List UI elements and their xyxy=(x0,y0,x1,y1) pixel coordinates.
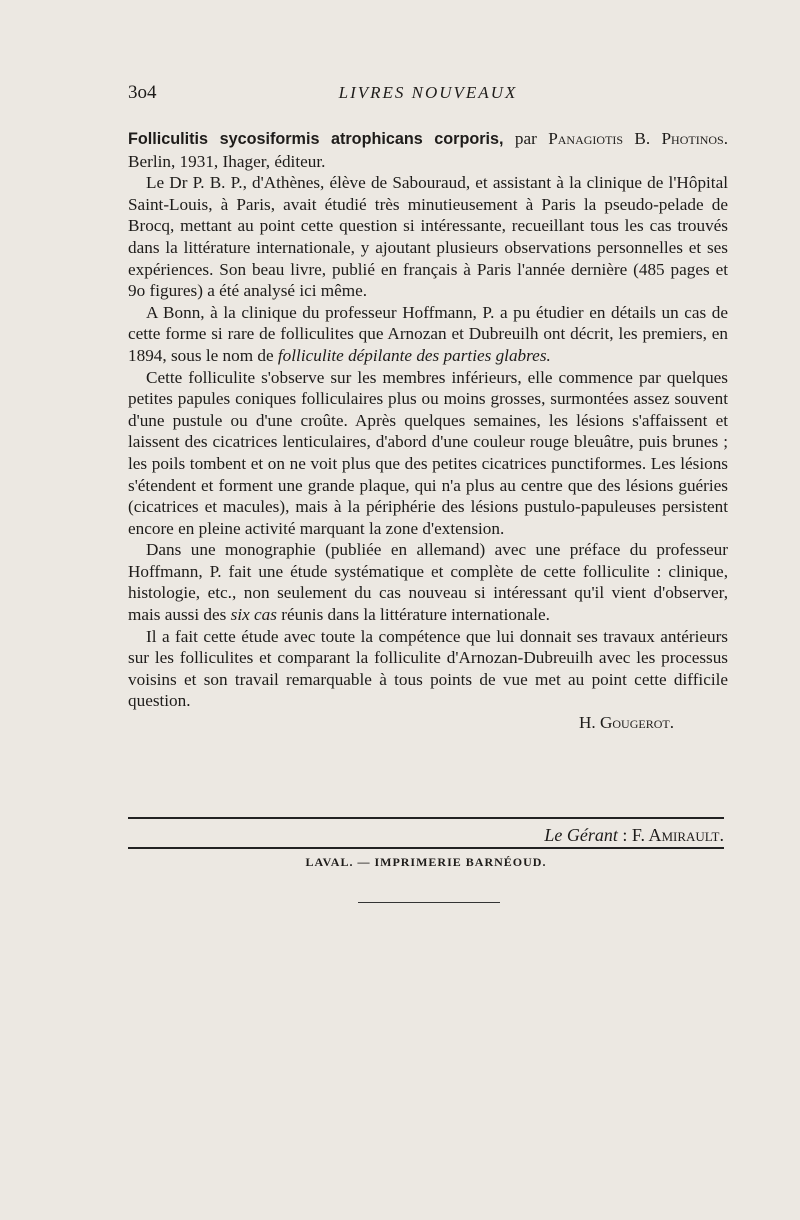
paragraph-2-italic: folliculite dépilante des parties glabres. xyxy=(277,345,551,365)
signature: H. Gougerot. xyxy=(578,713,674,733)
gerant-line xyxy=(544,825,724,846)
paragraph-4-before: Dans une monographie (publiée en allemand) avec une préface du professeur Hoffmann, P. fait une étude systématique et complète de cette folliculite : clinique, histologie, etc., non seulement du cas nouveau si intéressant qu'il vient d'observer, mais aussi des xyxy=(128,540,728,625)
paragraph-4 xyxy=(128,539,728,625)
gerant-name: F. Amirault. xyxy=(631,825,724,845)
paragraph-2-text: A Bonn, à la clinique du professeur Hoffmann, P. a pu étudier en détails un cas de cette forme si rare de folliculites que Arnozan et Dubreuilh ont décrit, les premiers, en 1894, sous le nom de xyxy=(128,302,728,365)
section-title: LIVRES NOUVEAUX xyxy=(338,83,518,102)
paragraph-4-italic: six cas xyxy=(230,605,277,625)
gerant-label: Le Gérant xyxy=(544,825,618,845)
page-number: 3o4 xyxy=(128,82,157,103)
paragraph-2 xyxy=(128,302,728,367)
footer-rule-bottom xyxy=(128,847,724,849)
paragraph-1: Le Dr P. B. P., d'Athènes, élève de Sabouraud, et assistant à la clinique de l'Hôpital Saint-Louis, à Paris, avait étudié très minutieusement à Paris la pseudo-pelade de Brocq, mettant au point cette question si intéressante, recueillant tous les cas trouvés dans la littérature internationale, y ajoutant plusieurs observations personnelles et ses expériences. Son beau livre, publié en français à Paris l'année dernière (485 pages et 9o figures) a été analysé ici même. xyxy=(128,173,728,301)
paragraph-5: Il a fait cette étude avec toute la compétence que lui donnait ses travaux antérieurs sur les folliculites et comparant la folliculite d'Arnozan-Dubreuilh avec les processus voisins et son travail remarquable à tous points de vue met au point cette difficile question. xyxy=(128,626,728,711)
paragraph-4-after: réunis dans la littérature internationale. xyxy=(281,605,550,625)
book-title: Folliculitis sycosiformis atrophicans corporis, xyxy=(128,130,504,148)
book-review xyxy=(128,128,728,734)
book-entry xyxy=(128,128,728,172)
printer-imprint: LAVAL. — IMPRIMERIE BARNÉOUD. xyxy=(305,855,547,869)
paragraph-3: Cette folliculite s'observe sur les membres inférieurs, elle commence par quelques petites papules coniques folliculaires plus ou moins grosses, surmontées assez souvent d'une pustule ou d'une croûte. Après quelques semaines, les lésions s'affaissent et laissent des cicatrices lenticulaires, d'abord d'une couleur rouge bleuâtre, puis brunes ; les poils tombent et on ne voit plus que des petites cicatrices punctiformes. Les lésions s'étendent et forment une grande plaque, qui n'a plus au centre que des lésions guéries (cicatrices et macules), mais à la périphérie des lésions pustulo-papuleuses persistent encore en pleine activité marquant la zone d'extension. xyxy=(128,367,728,538)
publication-info: Berlin, 1931, Ihager, éditeur. xyxy=(128,151,326,171)
footer-rule-top xyxy=(128,817,724,819)
running-head xyxy=(128,82,728,108)
gerant-separator: : xyxy=(622,825,628,845)
section-separator xyxy=(358,902,500,903)
book-author: Panagiotis B. Photinos. xyxy=(548,129,729,148)
by-word: par xyxy=(514,129,537,148)
